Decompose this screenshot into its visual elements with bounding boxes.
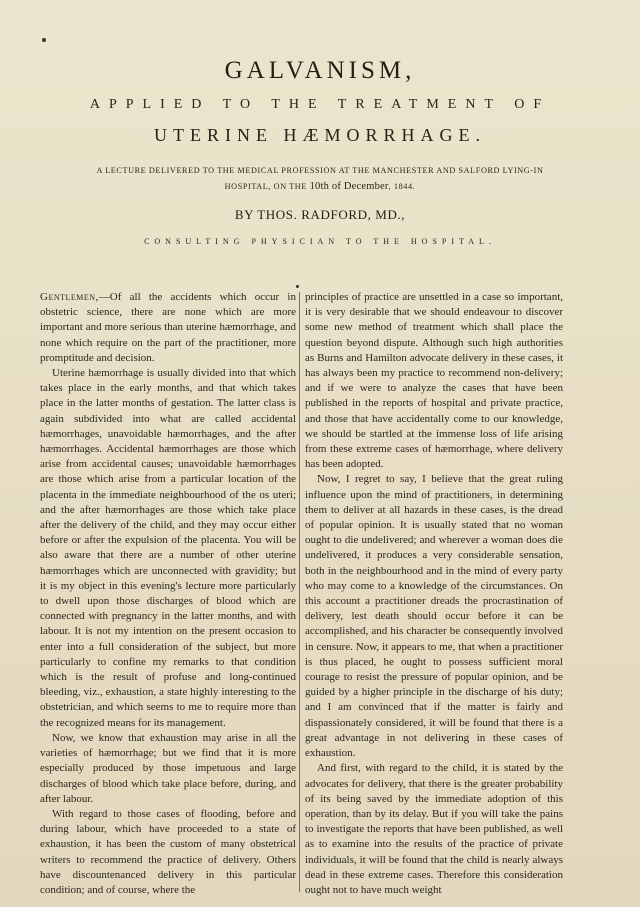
- subtitle-line-2: UTERINE HÆMORRHAGE.: [154, 125, 486, 145]
- paragraph: [40, 290, 296, 366]
- paragraph: Uterine hæmorrhage is usually divided into that which takes place in the early months, and that which takes place in the latter months of gestation. The latter class is again subdivided into what are called accidental hæmorrhages, unavoidable hæmorrhages, and the after hæmorrhages. Accidental hæmorrhages are those which arise from accidental causes; unavoidable hæmorrhages are those which arise from a particular location of the placenta in the immediate neighbourhood of the os uteri; and the after hæmorrhages are those which take place after the delivery of the child, and they may occur either before or after the expulsion of the placenta. You will be also aware that there are a number of other uterine hæmorrhages which are unconnected with gravidity; but it is my object in this evening's lecture more particularly to dwell upon those discharges of blood which are connected with pregnancy in the latter months, and with labour. It is not my intention on the present occasion to enter into a full consideration of the subject, but more particularly to confine my remarks to that condition which is the result of profuse and long-continued bleeding, viz., exhaustion, a state highly interesting to the obstetrician, and which seems to me to require more than the recognized means for its management.: [40, 367, 296, 729]
- subtitle-line-1: APPLIED TO THE TREATMENT OF: [89, 97, 551, 112]
- paragraph: Now, I regret to say, I believe that the great ruling influence upon the mind of practitioners, in determining them to deliver at all hazards in these cases, is the dread of popular opinion. It is usually stated that no woman ought to die undelivered; and wherever a woman does die undelivered, it produces a very considerable sensation, both in the neighbourhood and in the mind of every party who may come to a knowledge of the circumstances. On this account a practitioner dreads the procrastination of delivery, lest death should occur before it can be accomplished, and his character be consequently involved in censure. Now, it appears to me, that when a practitioner is thus placed, he ought to possess sufficient moral courage to resist the pressure of popular opinion, and be guided by a higher principle in the discharge of his duty; and I am convinced that if the matter is fairly and dispassionately considered, it will be found that there is a great advantage in not delivering in these cases of exhaustion.: [305, 473, 563, 760]
- paragraph: principles of practice are unsettled in a case so important, it is very desirable that we should endeavour to discover some new method of treatment which shall place the question beyond dispute. Although such high authorities as Burns and Hamilton advocate delivery in these cases, it has always been my practice to recommend non-delivery; and if we were to analyze the cases that have been published in the reports of hospital and private practice, and those that have accidentally come to our knowledge, we should be startled at the immense loss of life arising from these extreme cases of hæmorrhage, where delivery has been adopted.: [305, 291, 563, 471]
- salutation: Gentlemen,: [40, 291, 99, 303]
- lecture-line-2-start: HOSPITAL, ON THE: [224, 182, 310, 191]
- ink-spot: [42, 38, 46, 42]
- text-column-right: [305, 290, 563, 898]
- page-title: GALVANISM,: [224, 57, 416, 84]
- text-column-left: [40, 290, 296, 898]
- author-position: CONSULTING PHYSICIAN TO THE HOSPITAL.: [144, 237, 496, 246]
- lecture-line-1: A LECTURE DELIVERED TO THE MEDICAL PROFESSION AT THE MANCHESTER AND SALFORD LYING-IN: [96, 166, 544, 175]
- paragraph-text: —Of all the accidents which occur in obstetric science, there are none which are more important and more serious than uterine hæmorrhage, and none which require on the part of the practitioner, more promptitude and decision.: [40, 291, 296, 364]
- ink-spot: [296, 285, 299, 288]
- lecture-date: 10th of December: [309, 181, 389, 192]
- lecture-description: [60, 163, 580, 195]
- paragraph: With regard to those cases of flooding, before and during labour, which have proceeded to a state of exhaustion, it has been the custom of many obstetrical writers to recommend the practice of delivery. Others have discountenanced delivery in this particular condition; and of course, where the: [40, 807, 296, 896]
- author-line: BY THOS. RADFORD, MD.,: [234, 207, 406, 222]
- paragraph: And first, with regard to the child, it is stated by the advocates for delivery, that there is the greater probability of its being saved by the immediate adoption of this operation, than by its delay. But if you will take the pains to investigate the reports that have been published, as well as to examine into the results of the practice of private individuals, it will be found that the child is nearly always dead in these extreme cases. Therefore this consideration ought not to have much weight: [305, 762, 563, 896]
- paragraph: Now, we know that exhaustion may arise in all the varieties of hæmorrhage; but we find that it is more especially produced by those impetuous and large discharges of blood which take place before, during, and after labour.: [40, 731, 296, 805]
- column-divider: [299, 292, 300, 892]
- lecture-line-2-end: , 1844.: [388, 182, 416, 191]
